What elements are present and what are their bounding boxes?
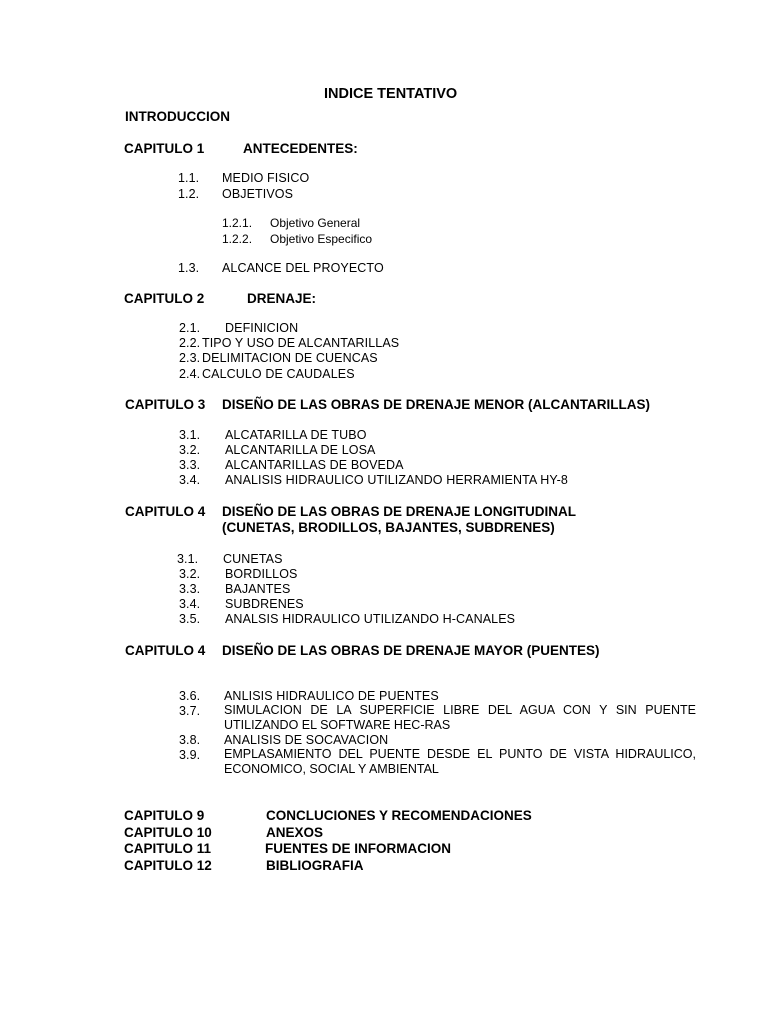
chapter-4a-label: CAPITULO 4 (125, 504, 206, 519)
toc-number: 3.3. (179, 458, 201, 472)
toc-entry: ANALISIS HIDRAULICO UTILIZANDO HERRAMIENTA HY-8 (225, 473, 568, 487)
chapter-9-label: CAPITULO 9 (124, 808, 205, 823)
toc-subentry: Objetivo Especifico (270, 232, 373, 246)
toc-entry: ALCANCE DEL PROYECTO (222, 261, 384, 275)
toc-subentry: Objetivo General (270, 216, 361, 230)
chapter-12-title: BIBLIOGRAFIA (266, 858, 364, 873)
chapter-2-label: CAPITULO 2 (124, 291, 205, 306)
chapter-3-title: DISEÑO DE LAS OBRAS DE DRENAJE MENOR (ALCANTARILLAS) (222, 397, 651, 412)
toc-number: 3.2. (179, 443, 201, 457)
toc-number: 3.3. (179, 582, 201, 596)
toc-entry-multiline: EMPLASAMIENTO DEL PUENTE DESDE EL PUNTO DE VISTA HIDRAULICO, ECONOMICO, SOCIAL Y AMBIENTAL (224, 747, 696, 776)
toc-entry: TIPO Y USO DE ALCANTARILLAS (202, 336, 400, 350)
toc-number: 2.2. (179, 336, 201, 350)
toc-number: 2.1. (179, 321, 201, 335)
toc-number: 1.1. (178, 171, 200, 185)
toc-entry: ANALISIS DE SOCAVACION (224, 733, 389, 747)
toc-entry: OBJETIVOS (222, 187, 294, 201)
toc-number: 3.9. (179, 748, 201, 762)
chapter-9-title: CONCLUCIONES Y RECOMENDACIONES (266, 808, 532, 823)
toc-entry: ANLISIS HIDRAULICO DE PUENTES (224, 689, 439, 703)
chapter-1-label: CAPITULO 1 (124, 141, 205, 156)
chapter-11-label: CAPITULO 11 (124, 841, 212, 856)
toc-entry: ALCANTARILLAS DE BOVEDA (225, 458, 404, 472)
chapter-10-title: ANEXOS (266, 825, 324, 840)
chapter-12-label: CAPITULO 12 (124, 858, 212, 873)
toc-entry: ALCATARILLA DE TUBO (225, 428, 367, 442)
page-title: INDICE TENTATIVO (324, 86, 458, 102)
toc-number: 2.3. (179, 351, 201, 365)
toc-number: 1.3. (178, 261, 200, 275)
chapter-10-label: CAPITULO 10 (124, 825, 212, 840)
chapter-3-label: CAPITULO 3 (125, 397, 206, 412)
toc-entry: CUNETAS (223, 552, 283, 566)
toc-entry: DELIMITACION DE CUENCAS (202, 351, 378, 365)
chapter-4b-label: CAPITULO 4 (125, 643, 206, 658)
toc-entry: BORDILLOS (225, 567, 298, 581)
toc-number: 3.2. (179, 567, 201, 581)
chapter-4b-title: DISEÑO DE LAS OBRAS DE DRENAJE MAYOR (PUENTES) (222, 643, 600, 658)
toc-subnumber: 1.2.2. (222, 232, 253, 246)
toc-entry: ALCANTARILLA DE LOSA (225, 443, 376, 457)
chapter-4a-subtitle: (CUNETAS, BRODILLOS, BAJANTES, SUBDRENES) (222, 520, 555, 535)
chapter-2-title: DRENAJE: (247, 291, 317, 306)
toc-number: 3.7. (179, 704, 201, 718)
toc-number: 3.5. (179, 612, 201, 626)
toc-entry: MEDIO FISICO (222, 171, 310, 185)
toc-entry: DEFINICION (225, 321, 299, 335)
toc-number: 3.8. (179, 733, 201, 747)
toc-number: 2.4. (179, 367, 201, 381)
intro-heading: INTRODUCCION (125, 109, 230, 124)
toc-number: 3.6. (179, 689, 201, 703)
toc-entry: BAJANTES (225, 582, 291, 596)
chapter-1-title: ANTECEDENTES: (243, 141, 358, 156)
toc-number: 3.1. (177, 552, 199, 566)
chapter-4a-title: DISEÑO DE LAS OBRAS DE DRENAJE LONGITUDINAL (222, 504, 577, 519)
toc-entry: ANALSIS HIDRAULICO UTILIZANDO H-CANALES (225, 612, 516, 626)
toc-number: 3.4. (179, 473, 201, 487)
toc-entry: CALCULO DE CAUDALES (202, 367, 355, 381)
toc-number: 1.2. (178, 187, 200, 201)
toc-entry-multiline: SIMULACION DE LA SUPERFICIE LIBRE DEL AGUA CON Y SIN PUENTE UTILIZANDO EL SOFTWARE HEC-RAS (224, 703, 696, 732)
toc-number: 3.4. (179, 597, 201, 611)
toc-subnumber: 1.2.1. (222, 216, 253, 230)
toc-number: 3.1. (179, 428, 201, 442)
toc-entry: SUBDRENES (225, 597, 304, 611)
chapter-11-title: FUENTES DE INFORMACION (265, 841, 452, 856)
